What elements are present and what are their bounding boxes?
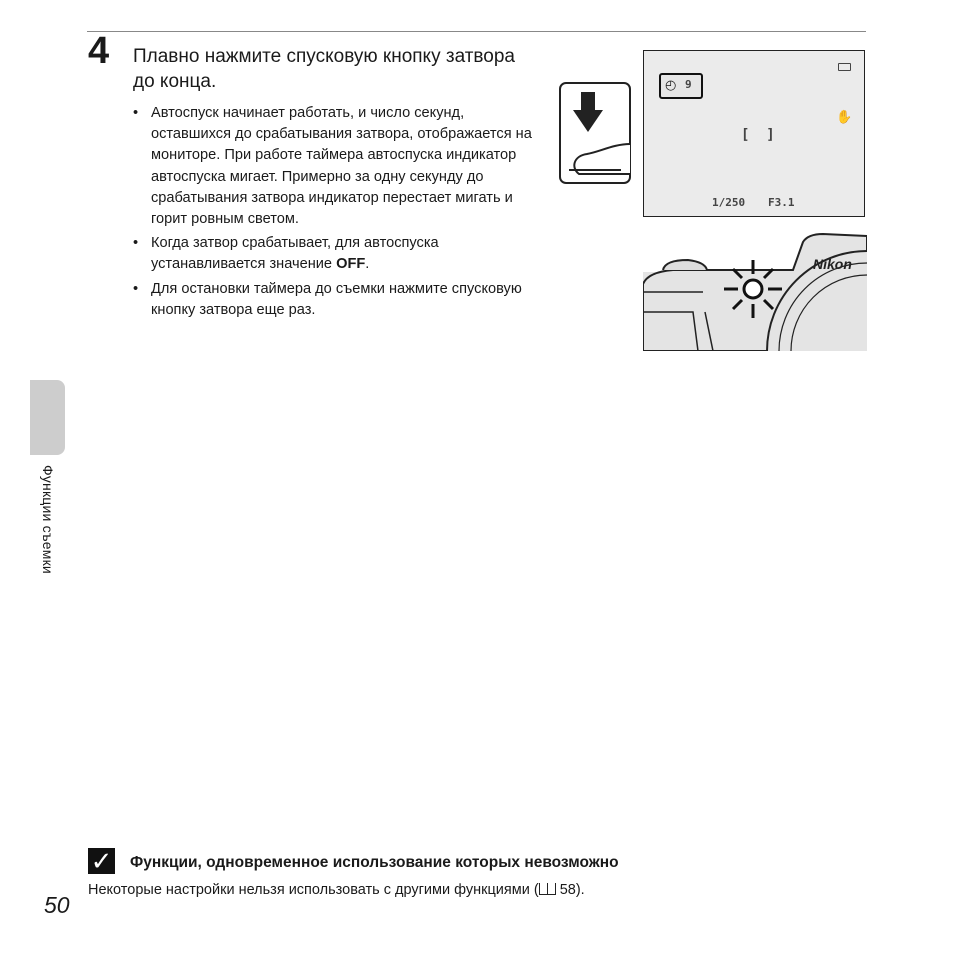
bullet-text-end: . [365,256,370,273]
page-number: 50 [44,892,70,918]
shutter-speed: 1/250 [712,196,746,209]
bullet-text: Когда затвор срабатывает, для автоспуска устанавливается значение [151,235,439,273]
aperture: F3.1 [768,196,795,209]
brand-logo: Nikon [813,256,852,272]
check-mark-icon: ✓ [88,848,115,874]
shutter-press-illustration [559,82,632,185]
note-title: Функции, одновременное использование которых невозможно [130,854,619,871]
bullet-list [133,103,533,324]
page-reference[interactable]: 58 [559,882,576,898]
focus-area-bracket: [ ] [741,127,775,143]
battery-icon [838,63,851,71]
note-text-body: Некоторые настройки нельзя использовать с другими функциями ( [88,882,539,898]
step-number: 4 [88,30,110,72]
bullet-text: Автоспуск начинает работать, и число секунд, оставшихся до срабатывания затвора, отображается на мониторе. При работе таймера автоспуска индикатор автоспуска мигает. Примерно за одну секунду до срабатывания затвора индикатор перестает мигать и горит ровным светом. [151,105,532,228]
section-tab [30,380,65,455]
bullet-item [133,103,533,230]
camera-self-timer-lamp-illustration [643,232,867,351]
note-text [88,882,585,898]
note-text-end: ). [575,882,585,898]
bullet-item [133,279,533,321]
bullet-text: Для остановки таймера до съемки нажмите спусковую кнопку затвора еще раз. [151,280,522,318]
camera-monitor [643,50,865,217]
self-timer-indicator [659,73,703,99]
book-icon [539,883,556,895]
bullet-item [133,233,533,275]
vibration-reduction-icon: ✋ [836,109,853,124]
top-rule [87,31,866,32]
off-value: OFF [336,256,366,273]
self-timer-icon: ◴ [665,77,677,92]
step-title: Плавно нажмите спусковую кнопку затвора до конца. [133,46,516,92]
timer-count: 9 [685,78,692,91]
section-label: Функции съемки [40,465,56,574]
arrow-down-icon [581,92,595,112]
